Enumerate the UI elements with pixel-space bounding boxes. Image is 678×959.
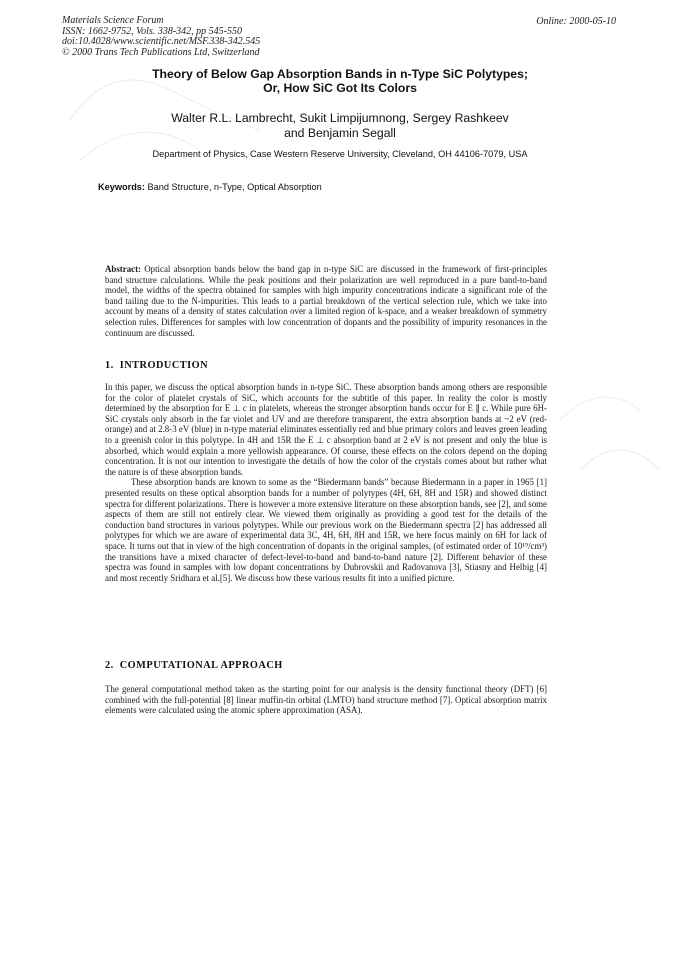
copyright-line: © 2000 Trans Tech Publications Ltd, Switzerland: [62, 46, 260, 58]
journal-name: Materials Science Forum: [62, 15, 164, 26]
journal-header: [62, 16, 260, 58]
doi-line[interactable]: doi:10.4028/www.scientific.net/MSF.338-342.545: [62, 36, 261, 47]
paper-title-line1: Theory of Below Gap Absorption Bands in n-Type SiC Polytypes;: [152, 67, 528, 81]
abstract-text: Optical absorption bands below the band gap in n-type SiC are discussed in the framework of first-principles band structure calculations. While the peak positions and their polarization are well reproduced in a pure band-to-band model, the widths of the spectra obtained for samples with high impurity concentrations indicate a significant role of the band tailing due to the N-impurities. This leads to a partial breakdown of the vertical selection rule, which we take into account by means of a density of states calculation over a limited region of k-space, and a weaker breakdown of symmetry selection rules. Differences for samples with low concentration of dopants and the possibility of impurity resonances in the continuum are discussed.: [105, 264, 547, 338]
issn-line: ISSN: 1662-9752, Vols. 338-342, pp 545-550: [62, 25, 242, 37]
online-date: Online: 2000-05-10: [536, 16, 616, 27]
paper-title-line2: Or, How SiC Got Its Colors: [263, 81, 417, 95]
introduction-body: [105, 382, 547, 583]
author-line1: Walter R.L. Lambrecht, Sukit Limpijumnong, Sergey Rashkeev: [171, 111, 509, 125]
section1-title: INTRODUCTION: [119, 360, 209, 371]
computational-paragraph-1: The general computational method taken as the starting point for our analysis is the density functional theory (DFT) [6] combined with the full-potential [8] linear muffin-tin orbital (LMTO) band structure method [7]. Optical absorption matrix elements were calculated using the atomic sphere approximation (ASA).: [105, 684, 547, 716]
introduction-paragraph-2: These absorption bands are known to some as the “Biedermann bands” because Biedermann in a paper in 1965 [1] presented results on these optical absorption bands for a number of polytypes (4H, 6H, 8H and 15R) and showed distinct spectra for different polarizations. There is however a more extensive literature on these absorption bands, see [2], and some aspects of them are still not entirely clear. We viewed them originally as providing a good test for the details of the conduction band structures in various polytypes. While our previous work on the Biedermann spectra [2] has addressed all polytypes for which we are aware of experimental data 3C, 4H, 6H, 8H and 15R, we here focus mainly on 6H for lack of space. It turns out that in view of the high concentration of dopants in the original samples, (of estimated order of 10¹⁹/cm³) the transitions have a mixed character of defect-level-to-band and band-to-band nature [2]. Different behavior of these spectra was found in samples with low dopant concentrations by Dubrovskii and Radovanova [3], Stiasny and Helbig [4] and most recently Sridhara et al.[5]. We discuss how these various results fit into a unified picture.: [105, 477, 547, 583]
keywords-label: Keywords:: [98, 182, 145, 192]
section-heading-introduction: [105, 360, 208, 371]
author-line2: and Benjamin Segall: [284, 126, 396, 140]
section1-number: 1.: [105, 360, 114, 371]
keywords: [98, 182, 322, 192]
section2-number: 2.: [105, 660, 114, 671]
paper-title: [60, 67, 620, 95]
section2-title: COMPUTATIONAL APPROACH: [119, 660, 283, 671]
section-heading-computational-approach: [105, 660, 283, 671]
keywords-text: Band Structure, n-Type, Optical Absorption: [144, 182, 322, 192]
abstract: [105, 264, 547, 338]
introduction-paragraph-1: In this paper, we discuss the optical absorption bands in n-type SiC. These absorption bands among others are responsible for the color of platelet crystals of SiC, which accounts for the subtitle of this paper. In reality the color is mostly determined by the absorption for E ⊥ c in platelets, whereas the stronger absorption bands occur for E ∥ c. While pure 6H-SiC crystals only absorb in the far violet and UV and are therefore transparent, the extra absorption bands at ~2 eV (red-orange) and at 2.8-3 eV (blue) in n-type material eliminates essentially red and blue primary colors and leaves green leading to a greenish color in this polytype. In 4H and 15R the E ⊥ c absorption band at 2 eV is not present and only the blue is absorbed, which would explain a more yellowish appearance. Of course, these effects on the colors depend on the doping concentration. It is not our intention to investigate the details of how the color of the crystals comes about but rather what the nature is of these absorption bands.: [105, 382, 547, 477]
computational-approach-body: [105, 684, 547, 716]
affiliation: Department of Physics, Case Western Reserve University, Cleveland, OH 44106-7079, USA: [152, 149, 528, 159]
abstract-label: Abstract:: [105, 264, 141, 274]
author-list: [60, 111, 620, 141]
